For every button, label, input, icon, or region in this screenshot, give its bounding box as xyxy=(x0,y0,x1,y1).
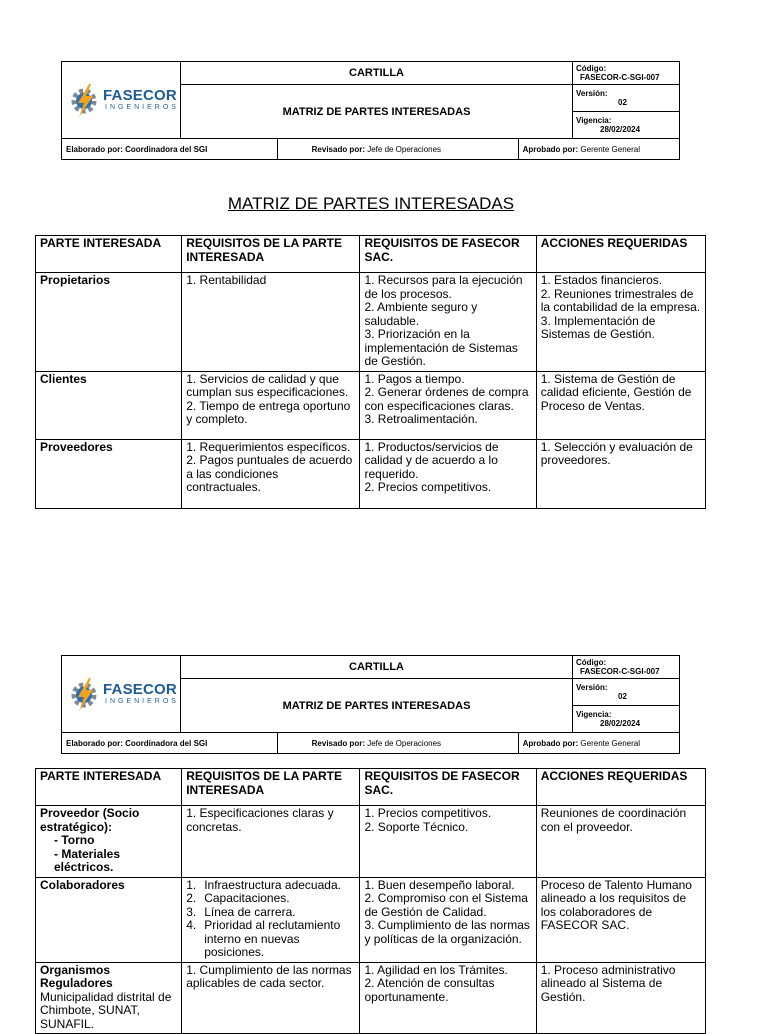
col-header-party: PARTE INTERESADA xyxy=(36,769,182,806)
col-header-req-party: REQUISITOS DE LA PARTE INTERESADA xyxy=(182,236,360,273)
version-label: Versión: xyxy=(576,683,608,693)
party-subitem: - Materiales eléctricos. xyxy=(54,846,121,874)
main-title: MATRIZ DE PARTES INTERESADAS xyxy=(227,194,515,213)
list-item: 2. Atención de consultas oportunamente. xyxy=(364,976,495,1004)
list-item: 2. Tiempo de entrega oportuno y completo. xyxy=(186,398,351,426)
company-logo xyxy=(62,82,180,118)
gear-bolt-icon xyxy=(69,82,101,118)
numbered-item: 3. Línea de carrera. xyxy=(186,904,296,919)
table-row xyxy=(36,962,706,1034)
list-item: 1. Buen desempeño laboral. xyxy=(364,877,515,892)
aprobado-label: Aprobado por: xyxy=(522,738,579,748)
actions-cell xyxy=(536,877,705,962)
list-item: 1. Proceso administrativo alineado al Sistema de Gestión. xyxy=(540,962,676,1004)
gear-bolt-icon xyxy=(69,676,101,712)
list-item: 3. Cumplimiento de las normas y políticas de la organización. xyxy=(364,918,530,946)
table-row xyxy=(36,806,706,878)
codigo-label: Código: xyxy=(576,64,607,73)
list-item: 3. Priorización en la implementación de Sistemas de Gestión. xyxy=(364,327,518,368)
list-item: 1. Selección y evaluación de proveedores. xyxy=(540,439,693,467)
list-item: 1. Sistema de Gestión de calidad eficiente, Gestión de Proceso de Ventas. xyxy=(540,371,692,413)
list-item: 1. Servicios de calidad y que cumplan sus especificaciones. xyxy=(186,371,349,399)
col-header-actions: ACCIONES REQUERIDAS xyxy=(536,769,705,806)
aprobado-por xyxy=(518,139,679,160)
list-item: 1. Estados financieros. xyxy=(540,273,663,287)
numbered-item: 2. Capacitaciones. xyxy=(186,891,290,905)
list-item: 2. Reuniones trimestrales de la contabilidad de la empresa. xyxy=(540,286,701,314)
actions-cell xyxy=(536,439,705,508)
revisado-value: Jefe de Operaciones xyxy=(367,738,442,748)
party-cell: Clientes xyxy=(36,371,182,439)
party-cell xyxy=(36,962,182,1034)
aprobado-label: Aprobado por: xyxy=(522,144,579,154)
cartilla-label: CARTILLA xyxy=(181,62,573,85)
table-row xyxy=(36,877,706,962)
logo-cell xyxy=(62,656,181,733)
col-header-actions: ACCIONES REQUERIDAS xyxy=(536,236,705,273)
logo-subtitle: INGENIEROS xyxy=(105,698,179,706)
col-header-req-party: REQUISITOS DE LA PARTE INTERESADA xyxy=(182,769,360,806)
revisado-por xyxy=(277,733,518,754)
doc-title: MATRIZ DE PARTES INTERESADAS xyxy=(181,679,573,733)
numbered-item: 1. Infraestructura adecuada. xyxy=(186,877,341,892)
aprobado-value: Gerente General xyxy=(580,144,641,154)
req-fasecor-cell xyxy=(360,806,536,878)
version-value: 02 xyxy=(618,692,627,702)
party-cell: Propietarios xyxy=(36,273,182,372)
stakeholder-matrix-2 xyxy=(35,768,706,1034)
list-item: 2. Precios competitivos. xyxy=(364,480,492,494)
list-item: 3. Implementación de Sistemas de Gestión. xyxy=(540,313,656,341)
codigo-value: FASECOR-C-SGI-007 xyxy=(580,73,660,83)
actions-cell xyxy=(536,962,705,1034)
col-header-party: PARTE INTERESADA xyxy=(36,236,182,273)
header-row xyxy=(36,769,706,806)
req-party-cell xyxy=(182,877,360,962)
elaborado-por: Elaborado por: Coordinadora del SGI xyxy=(62,733,278,754)
revisado-label: Revisado por: xyxy=(311,144,365,154)
actions-cell xyxy=(536,806,705,878)
col-header-req-fasecor: REQUISITOS DE FASECOR SAC. xyxy=(360,236,536,273)
version-label: Versión: xyxy=(576,89,608,99)
list-item: 2. Soporte Técnico. xyxy=(364,819,469,834)
req-party-cell xyxy=(182,962,360,1034)
party-cell: Proveedores xyxy=(36,439,182,508)
doc-title: MATRIZ DE PARTES INTERESADAS xyxy=(181,85,573,139)
req-party-cell xyxy=(182,806,360,878)
list-item: 1. Requerimientos específicos. xyxy=(186,439,351,454)
party-name: Proveedor (Socio estratégico): xyxy=(40,806,140,834)
table-row xyxy=(36,371,706,439)
party-detail: Municipalidad distrital de Chimbote, SUNAT, SUNAFIL. xyxy=(40,989,172,1031)
list-item: 2. Ambiente seguro y saludable. xyxy=(364,300,478,328)
aprobado-por xyxy=(518,733,679,754)
list-item: 1. Rentabilidad xyxy=(186,273,267,287)
list-item: 3. Retroalimentación. xyxy=(364,412,478,426)
req-fasecor-cell xyxy=(360,877,536,962)
req-party-cell xyxy=(182,439,360,508)
codigo-cell xyxy=(573,656,680,679)
list-item: Reuniones de coordinación con el proveedor. xyxy=(540,806,687,834)
list-item: 1. Agilidad en los Trámites. xyxy=(364,962,508,977)
codigo-cell xyxy=(573,62,680,85)
numbered-item: 4. Prioridad al reclutamiento interno en nuevas posiciones. xyxy=(186,918,341,959)
revisado-value: Jefe de Operaciones xyxy=(367,144,442,154)
list-item: 2. Compromiso con el Sistema de Gestión de Calidad. xyxy=(364,891,528,919)
vigencia-label: Vigencia: xyxy=(576,116,612,126)
actions-cell xyxy=(536,371,705,439)
document-header xyxy=(61,61,680,160)
version-cell xyxy=(573,679,680,706)
party-cell xyxy=(36,806,182,878)
party-name: Organismos Reguladores xyxy=(40,962,113,990)
vigencia-cell xyxy=(573,706,680,733)
list-item: 1. Recursos para la ejecución de los procesos. xyxy=(364,273,523,301)
document-header xyxy=(61,655,680,754)
logo-cell xyxy=(62,62,181,139)
logo-brand: FASECOR xyxy=(103,87,177,105)
list-item: 2. Pagos puntuales de acuerdo a las condiciones contractuales. xyxy=(186,453,353,494)
version-cell xyxy=(573,85,680,112)
version-value: 02 xyxy=(618,98,627,108)
req-fasecor-cell xyxy=(360,439,536,508)
req-fasecor-cell xyxy=(360,371,536,439)
party-cell: Colaboradores xyxy=(36,877,182,962)
codigo-label: Código: xyxy=(576,658,607,667)
vigencia-cell xyxy=(573,112,680,139)
cartilla-label: CARTILLA xyxy=(181,656,573,679)
revisado-por xyxy=(277,139,518,160)
revisado-label: Revisado por: xyxy=(311,738,365,748)
list-item: 1. Productos/servicios de calidad y de acuerdo a lo requerido. xyxy=(364,439,499,481)
list-item: 1. Cumplimiento de las normas aplicables de cada sector. xyxy=(186,962,352,990)
list-item: 2. Generar órdenes de compra con especificaciones claras. xyxy=(364,385,529,413)
table-row xyxy=(36,273,706,372)
aprobado-value: Gerente General xyxy=(580,738,641,748)
col-header-req-fasecor: REQUISITOS DE FASECOR SAC. xyxy=(360,769,536,806)
actions-cell xyxy=(536,273,705,372)
stakeholder-matrix-1 xyxy=(35,235,706,509)
req-party-cell xyxy=(182,273,360,372)
codigo-value: FASECOR-C-SGI-007 xyxy=(580,667,660,677)
vigencia-value: 28/02/2024 xyxy=(600,719,641,729)
party-subitem: - Torno xyxy=(54,833,95,847)
list-item: Proceso de Talento Humano alineado a los requisitos de los colaboradores de FASECOR SAC. xyxy=(540,877,692,932)
vigencia-label: Vigencia: xyxy=(576,710,612,720)
table-row xyxy=(36,439,706,508)
req-fasecor-cell xyxy=(360,273,536,372)
header-row xyxy=(36,236,706,273)
list-item: 1. Pagos a tiempo. xyxy=(364,371,465,386)
req-party-cell xyxy=(182,371,360,439)
list-item: 1. Especificaciones claras y concretas. xyxy=(186,806,334,834)
logo-brand: FASECOR xyxy=(103,681,177,699)
elaborado-por: Elaborado por: Coordinadora del SGI xyxy=(62,139,278,160)
vigencia-value: 28/02/2024 xyxy=(600,125,641,135)
logo-subtitle: INGENIEROS xyxy=(105,104,179,112)
req-fasecor-cell xyxy=(360,962,536,1034)
list-item: 1. Precios competitivos. xyxy=(364,806,492,820)
company-logo xyxy=(62,676,180,712)
